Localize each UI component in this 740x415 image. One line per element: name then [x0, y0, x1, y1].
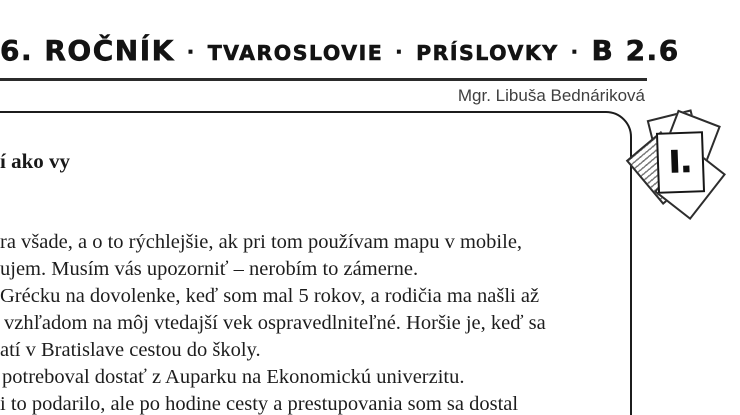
- title-topic: PRÍSLOVKY: [416, 41, 559, 65]
- excerpt-text: [0, 229, 618, 415]
- section-number-label: I.: [668, 144, 693, 180]
- title-grade: 6. ROČNÍK: [0, 34, 175, 67]
- excerpt-line: i to podarilo, ale po hodine cesty a prestupovania som sa dostal: [0, 393, 519, 415]
- section-number-card: [656, 131, 705, 194]
- excerpt-line: Grécku na dovolenke, keď som mal 5 rokov, a rodičia ma našli až: [0, 285, 540, 307]
- excerpt-line: vzhľadom na môj vtedajší vek ospravedlniteľné. Horšie je, keď sa: [4, 312, 546, 334]
- page-title: [0, 30, 680, 76]
- author-line: Mgr. Libuša Bednáriková: [457, 86, 645, 105]
- excerpt-heading: í ako vy: [0, 149, 71, 173]
- title-separator-dot: ·: [570, 41, 580, 63]
- title-separator-dot: ·: [186, 41, 196, 63]
- paper-stack-icon: [640, 112, 732, 218]
- title-code: B 2.6: [591, 34, 680, 67]
- header-divider: [0, 78, 647, 81]
- excerpt-line: potreboval dostať z Auparku na Ekonomickú univerzitu.: [2, 366, 465, 388]
- title-section: TVAROSLOVIE: [207, 41, 384, 65]
- excerpt-line: ra všade, a o to rýchlejšie, ak pri tom používam mapu v mobile,: [0, 231, 523, 253]
- excerpt-line: ujem. Musím vás upozorniť – nerobím to zámerne.: [0, 258, 419, 280]
- excerpt-line: atí v Bratislave cestou do školy.: [0, 339, 261, 361]
- title-separator-dot: ·: [395, 41, 405, 63]
